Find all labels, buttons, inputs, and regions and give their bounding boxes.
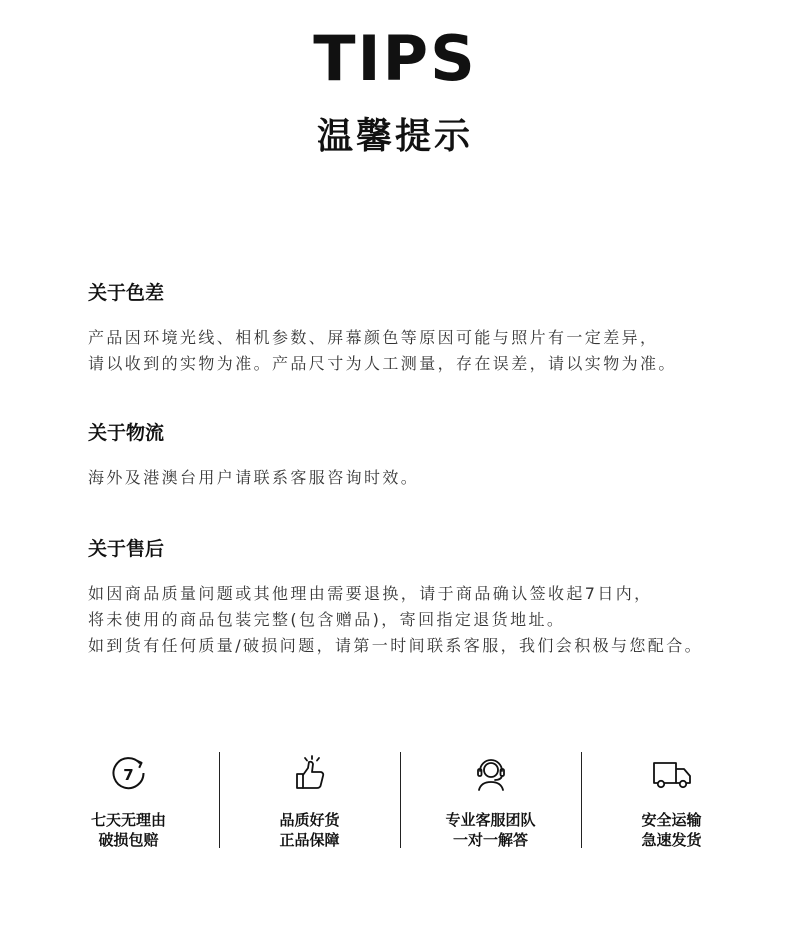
- svg-text:7: 7: [122, 766, 134, 784]
- section-heading: 关于物流: [88, 422, 165, 444]
- section-heading: 关于色差: [88, 282, 165, 304]
- feature-label: [641, 810, 701, 850]
- feature-label-line: 品质好货: [279, 811, 340, 829]
- delivery-truck-icon: [652, 754, 692, 794]
- section-text-line: 将未使用的商品包装完整(包含赠品)，寄回指定退货地址。: [88, 610, 566, 629]
- feature-delivery: [581, 752, 762, 848]
- section-heading: 关于售后: [88, 538, 165, 560]
- feature-label: [279, 810, 339, 850]
- page-title-cn: 温馨提示: [316, 116, 473, 157]
- feature-label-line: 一对一解答: [452, 831, 528, 849]
- section-text-line: 海外及港澳台用户请联系客服咨询时效。: [88, 468, 420, 487]
- section-color-difference: [88, 278, 768, 377]
- headset-support-icon: [471, 754, 511, 794]
- feature-quality: [219, 752, 400, 848]
- service-features: [38, 752, 762, 848]
- feature-seven-day-return: [38, 752, 219, 848]
- seven-day-return-icon: [109, 754, 149, 794]
- page-title-en: TIPS: [313, 22, 477, 95]
- feature-label: [91, 810, 166, 850]
- section-text-line: 如到货有任何质量/破损问题，请第一时间联系客服，我们会积极与您配合。: [88, 636, 703, 655]
- feature-label: [445, 810, 535, 850]
- feature-label-line: 急速发货: [641, 831, 702, 849]
- section-logistics: [88, 418, 768, 491]
- feature-customer-service: [400, 752, 581, 848]
- feature-label-line: 破损包赔: [98, 831, 159, 849]
- section-after-sales: [88, 534, 768, 659]
- thumbs-up-icon: [290, 754, 330, 794]
- feature-label-line: 安全运输: [641, 811, 702, 829]
- feature-label-line: 专业客服团队: [445, 811, 536, 829]
- section-text-line: 请以收到的实物为准。产品尺寸为人工测量，存在误差，请以实物为准。: [88, 354, 677, 373]
- feature-label-line: 七天无理由: [90, 811, 166, 829]
- section-text-line: 产品因环境光线、相机参数、屏幕颜色等原因可能与照片有一定差异，: [88, 328, 659, 347]
- feature-label-line: 正品保障: [279, 831, 340, 849]
- section-text-line: 如因商品质量问题或其他理由需要退换，请于商品确认签收起7日内，: [88, 584, 653, 603]
